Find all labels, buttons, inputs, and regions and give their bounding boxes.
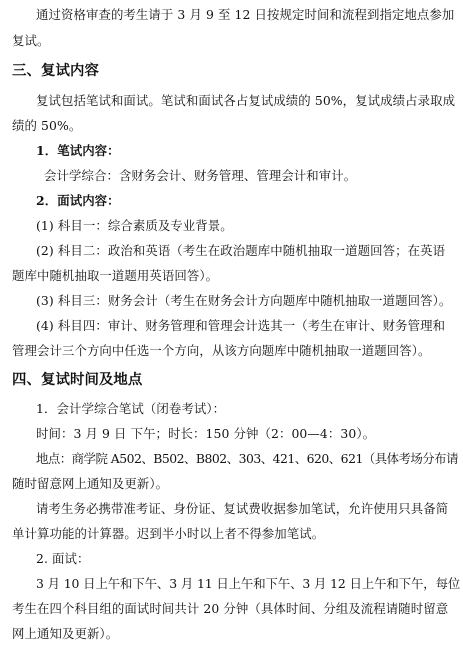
interview-schedule-line-2: 考生在四个科目组的面试时间共计 20 分钟（具体时间、分组及流程请随时留意: [12, 601, 449, 616]
interview-schedule-line-1: 3 月 10 日上午和下午、3 月 11 日上午和下午、3 月 12 日上午和下午，每位: [36, 576, 461, 591]
written-test-location-line-1: 地点：商学院 A502、B502、B802、303、421、620、621（具体考场分布请: [36, 451, 458, 466]
written-test-title: 1．会计学综合笔试（闭卷考试）：: [36, 401, 226, 416]
written-exam-content: 会计学综合：含财务会计、财务管理、管理会计和审计。: [44, 168, 357, 183]
interview-item-1: (1) 科目一：综合素质及专业背景。: [36, 218, 233, 233]
interview-item-2-line-1: (2) 科目二：政治和英语（考生在政治题库中随机抽取一道题回答；在英语: [36, 243, 446, 258]
interview-item-2-line-2: 题库中随机抽取一道题用英语回答）。: [12, 268, 219, 283]
interview-heading: 2．面试内容：: [36, 193, 120, 208]
written-test-notice-line-2: 单计算功能的计算器。迟到半小时以上者不得参加笔试。: [12, 526, 325, 541]
interview-item-3: (3) 科目三：财务会计（考生在财务会计方向题库中随机抽取一道题回答）。: [36, 293, 452, 308]
section-3-heading: 三、复试内容: [12, 63, 99, 79]
interview-schedule-title: 2. 面试：: [36, 551, 90, 566]
intro-line-2: 复试。: [12, 33, 50, 48]
interview-schedule-line-3: 网上通知及更新）。: [12, 626, 119, 641]
written-test-time: 时间：3 月 9 日 下午；时长：150 分钟（2：00—4：30）。: [36, 426, 376, 441]
interview-item-4-line-2: 管理会计三个方向中任选一个方向，从该方向题库中随机抽取一道题回答）。: [12, 343, 431, 358]
written-exam-heading: 1．笔试内容：: [36, 143, 120, 158]
written-test-location-line-2: 随时留意网上通知及更新）。: [12, 476, 169, 491]
section-3-para-line-1: 复试包括笔试和面试。笔试和面试各占复试成绩的 50%，复试成绩占录取成: [36, 93, 456, 108]
interview-item-4-line-1: (4) 科目四：审计、财务管理和管理会计选其一（考生在审计、财务管理和: [36, 318, 446, 333]
section-3-para-line-2: 绩的 50%。: [12, 118, 82, 133]
section-4-heading: 四、复试时间及地点: [12, 372, 143, 388]
written-test-notice-line-1: 请考生务必携带准考证、身份证、复试费收据参加笔试，允许使用只具备简: [36, 501, 449, 516]
intro-line-1: 通过资格审查的考生请于 3 月 9 至 12 日按规定时间和流程到指定地点参加: [36, 7, 455, 22]
